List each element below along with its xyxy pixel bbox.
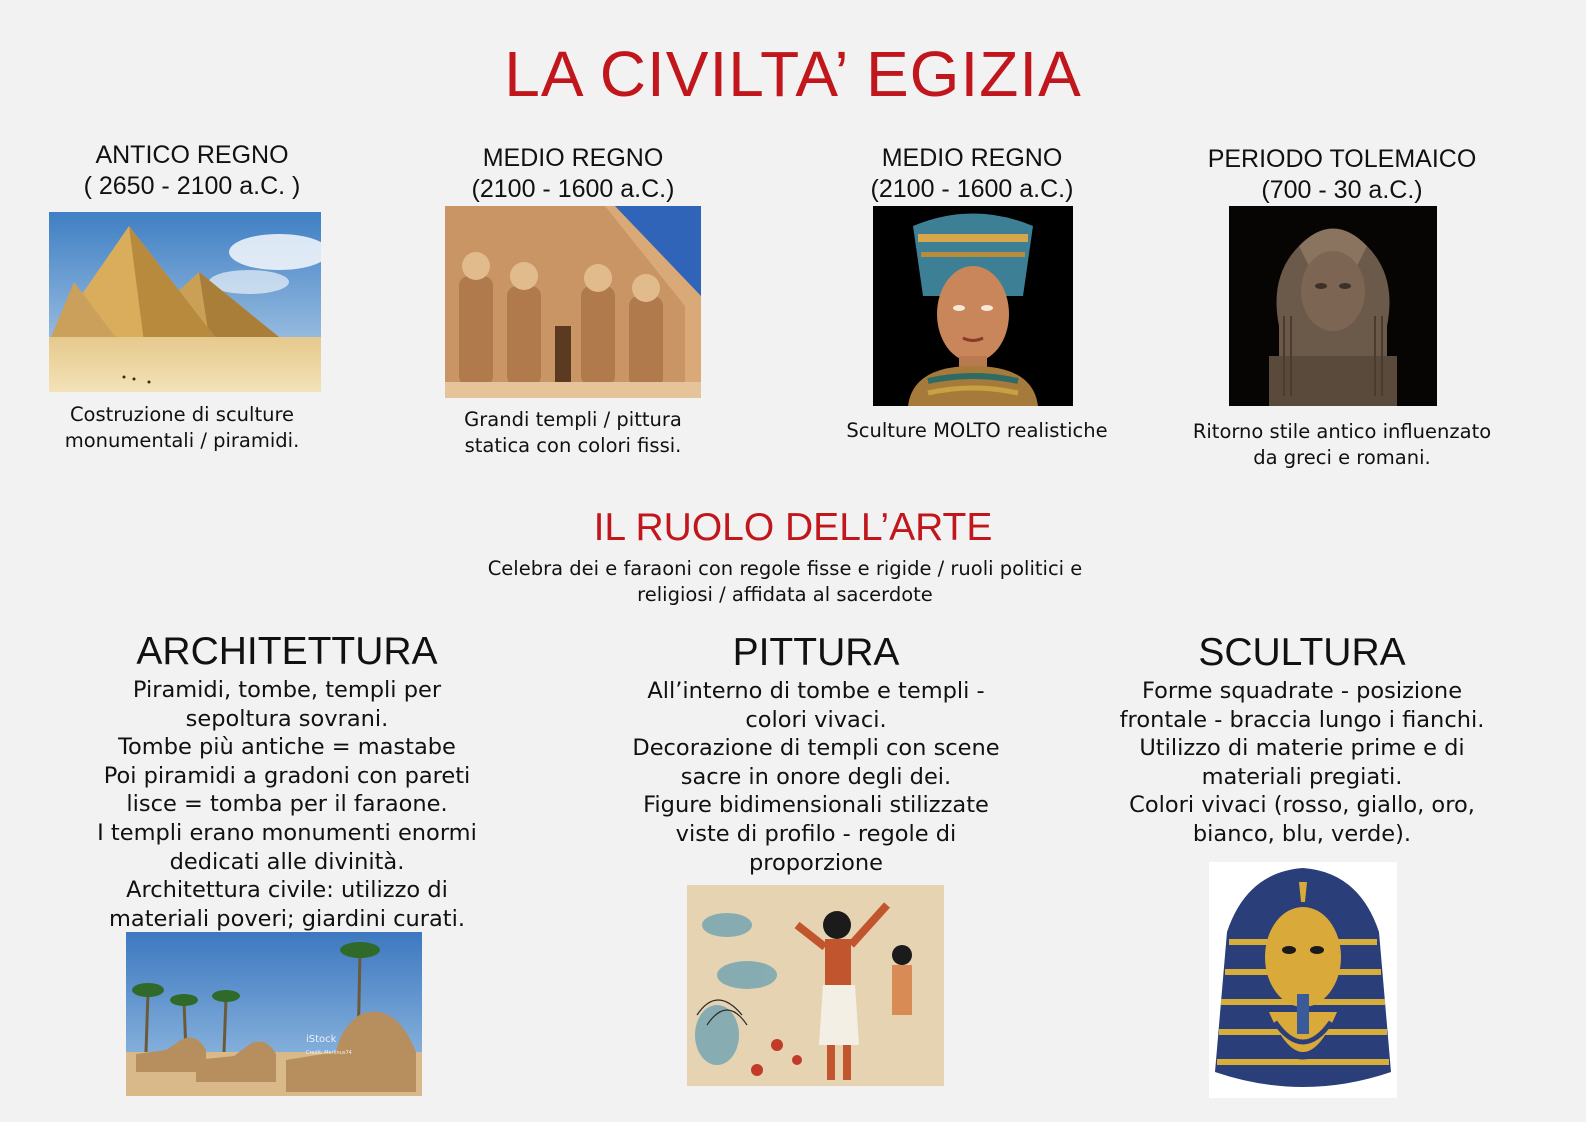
- period-heading: [822, 143, 1122, 205]
- section-line: Figure bidimensionali stilizzate: [643, 792, 989, 819]
- period-heading: [1182, 144, 1502, 206]
- period-name: MEDIO REGNO: [881, 144, 1063, 172]
- period-name: MEDIO REGNO: [482, 144, 664, 172]
- caption-line: Grandi templi / pittura: [464, 408, 682, 431]
- caption-line: statica con colori fissi.: [464, 434, 682, 457]
- image-credit: Credit: Merlinus74: [306, 1050, 352, 1056]
- period-caption: [423, 407, 723, 459]
- section-line: Forme squadrate - posizione: [1141, 678, 1463, 704]
- caption-line: da greci e romani.: [1253, 446, 1431, 469]
- period-dates: ( 2650 - 2100 a.C. ): [83, 172, 301, 200]
- section-line: materiali pregiati.: [1201, 763, 1403, 790]
- caption-line: Costruzione di sculture: [69, 403, 295, 426]
- pyramids-image: [49, 212, 321, 392]
- section-line: Architettura civile: utilizzo di: [126, 877, 448, 904]
- section-line: Decorazione di templi con scene: [632, 735, 1000, 762]
- role-description: [455, 556, 1115, 608]
- section-line: bianco, blu, verde).: [1192, 820, 1412, 847]
- section-text-scultura: [1092, 677, 1512, 849]
- section-line: Tombe più antiche = mastabe: [118, 734, 456, 761]
- period-dates: (2100 - 1600 a.C.): [471, 175, 675, 203]
- section-title-architettura: ARCHITETTURA: [136, 630, 438, 673]
- role-title: IL RUOLO DELL’ARTE: [593, 506, 993, 549]
- section-text-architettura: [77, 676, 497, 933]
- nefertiti-image: [873, 206, 1073, 406]
- section-line: sacre in onore degli dei.: [680, 763, 952, 790]
- section-text-pittura: [596, 677, 1036, 877]
- section-line: All’interno di tombe e templi -: [647, 678, 985, 704]
- ptolemaic-bust-image: [1229, 206, 1437, 406]
- section-line: materiali poveri; giardini curati.: [108, 905, 466, 932]
- section-line: I templi erano monumenti enormi: [97, 819, 477, 846]
- section-line: lisce = tomba per il faraone.: [126, 791, 448, 818]
- section-line: Utilizzo di materie prime e di: [1139, 735, 1465, 762]
- abu-simbel-image: [445, 206, 701, 398]
- period-caption: [32, 402, 332, 454]
- role-line: Celebra dei e faraoni con regole fisse e rigide / ruoli politici e: [487, 557, 1083, 580]
- section-line: viste di profilo - regole di: [675, 820, 957, 847]
- section-line: Piramidi, tombe, templi per: [132, 677, 442, 703]
- section-line: dedicati alle divinità.: [169, 848, 405, 875]
- section-line: Poi piramidi a gradoni con pareti: [103, 762, 471, 789]
- period-name: ANTICO REGNO: [95, 141, 289, 169]
- section-title-pittura: PITTURA: [732, 631, 900, 674]
- period-caption: [827, 418, 1127, 444]
- tutankhamun-mask-image: [1209, 862, 1397, 1098]
- image-watermark: iStock: [306, 1034, 337, 1045]
- period-dates: (700 - 30 a.C.): [1261, 176, 1423, 204]
- caption-line: monumentali / piramidi.: [64, 429, 300, 452]
- period-dates: (2100 - 1600 a.C.): [870, 175, 1074, 203]
- period-name: PERIODO TOLEMAICO: [1207, 145, 1477, 173]
- section-line: proporzione: [748, 849, 884, 876]
- caption-line: Ritorno stile antico influenzato: [1192, 420, 1492, 443]
- caption-line: Sculture MOLTO realistiche: [846, 419, 1108, 442]
- period-heading: [423, 143, 723, 205]
- role-line: religiosi / affidata al sacerdote: [637, 583, 933, 606]
- section-line: sepoltura sovrani.: [185, 705, 389, 732]
- section-line: Colori vivaci (rosso, giallo, oro,: [1129, 792, 1475, 819]
- wall-painting-image: [687, 885, 944, 1086]
- section-title-scultura: SCULTURA: [1198, 631, 1406, 674]
- section-line: colori vivaci.: [745, 706, 887, 733]
- sphinx-avenue-image: [126, 932, 422, 1096]
- period-caption: [1172, 419, 1512, 471]
- period-heading: [42, 140, 342, 202]
- page-title: LA CIVILTA’ EGIZIA: [504, 38, 1082, 110]
- section-line: frontale - braccia lungo i fianchi.: [1119, 706, 1485, 733]
